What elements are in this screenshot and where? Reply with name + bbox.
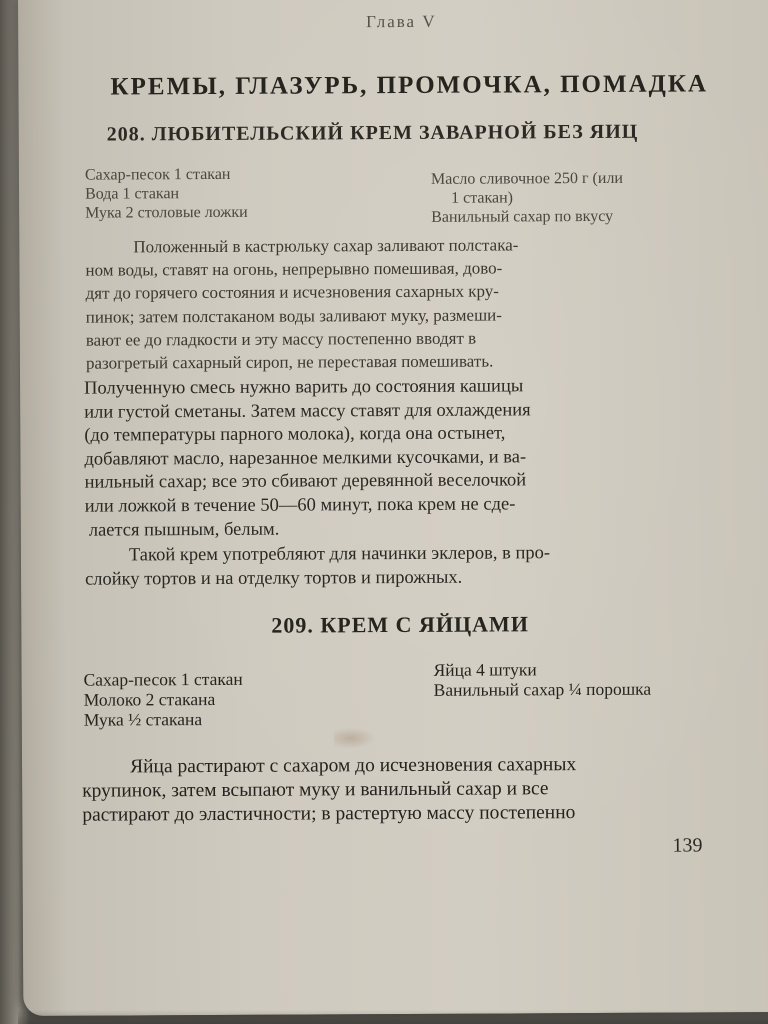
text-line: или густой сметаны. Затем массу ставят для охлаждения xyxy=(84,399,531,423)
recipe-208-paragraph-1b xyxy=(84,375,531,542)
text-line: Полученную смесь нужно варить до состояния кашицы xyxy=(84,376,524,399)
paper-stain xyxy=(334,727,376,749)
text-line: добавляют масло, нарезанное мелкими кусочками, и ва- xyxy=(84,447,527,470)
page-number: 139 xyxy=(672,834,703,857)
ingredient-line: Сахар-песок 1 стакан xyxy=(84,165,231,184)
recipe-208-title: 208. ЛЮБИТЕЛЬСКИЙ КРЕМ ЗАВАРНОЙ БЕЗ ЯИЦ xyxy=(106,120,639,146)
text-line: Такой крем употребляют для начинки эклеров, в про- xyxy=(128,543,551,566)
text-line: или ложкой в течение 50—60 минут, пока крем не сде- xyxy=(84,494,516,517)
text-line: растирают до эластичности; в растертую массу постепенно xyxy=(82,802,576,826)
text-line: (до температуры парного молока), когда она остынет, xyxy=(84,423,506,446)
ingredient-line: Ванильный сахар ¼ порошка xyxy=(433,678,652,700)
text-line: лается пышным, белым. xyxy=(88,519,280,541)
page-edge-shadow xyxy=(18,1010,768,1024)
ingredient-line: 1 стакан) xyxy=(451,189,514,207)
chapter-header: Глава V xyxy=(366,11,437,32)
recipe-209-ingredients-right xyxy=(433,659,651,700)
recipe-208-paragraph-2 xyxy=(85,541,550,591)
text-line: разогретый сахарный сироп, не переставая помешивать. xyxy=(85,351,494,373)
text-line: слойку тортов и на отделку тортов и пирожных. xyxy=(85,567,463,590)
text-line: нильный сахар; все это сбивают деревянной веселочкой xyxy=(84,470,527,494)
ingredient-line: Сахар-песок 1 стакан xyxy=(83,668,243,690)
text-line: Положенный в кастрюльку сахар заливают полстака- xyxy=(133,235,519,257)
recipe-208-paragraph-1 xyxy=(85,233,519,374)
recipe-209-paragraph xyxy=(82,753,577,828)
text-line: Яйца растирают с сахаром до исчезновения сахарных xyxy=(129,754,577,778)
text-line: ном воды, ставят на огонь, непрерывно помешивая, дово- xyxy=(85,258,503,280)
recipe-209-title: 209. КРЕМ С ЯЙЦАМИ xyxy=(271,611,529,638)
book-page xyxy=(18,0,768,1016)
text-line: дят до горячего состояния и исчезновения сахарных кру- xyxy=(85,281,500,304)
ingredient-line: Мука ½ стакана xyxy=(83,709,203,730)
recipe-208-ingredients-right xyxy=(431,169,623,227)
text-line: пинок; затем полстаканом воды заливают муку, размеши- xyxy=(85,305,502,327)
ingredient-line: Молоко 2 стакана xyxy=(83,688,216,710)
ingredient-line: Ванильный сахар по вкусу xyxy=(431,207,614,226)
section-title: КРЕМЫ, ГЛАЗУРЬ, ПРОМОЧКА, ПОМАДКА xyxy=(110,70,709,101)
text-line: вают ее до гладкости и эту массу постепенно вводят в xyxy=(85,328,477,350)
recipe-209-ingredients-left xyxy=(84,669,243,730)
ingredient-line: Вода 1 стакан xyxy=(85,185,180,203)
ingredient-line: Яйца 4 штуки xyxy=(433,659,537,680)
text-line: крупинок, затем всыпают муку и ванильный сахар и все xyxy=(82,778,549,802)
recipe-208-ingredients-left xyxy=(85,165,248,223)
ingredient-line: Масло сливочное 250 г (или xyxy=(430,169,624,188)
ingredient-line: Мука 2 столовые ложки xyxy=(85,203,248,222)
